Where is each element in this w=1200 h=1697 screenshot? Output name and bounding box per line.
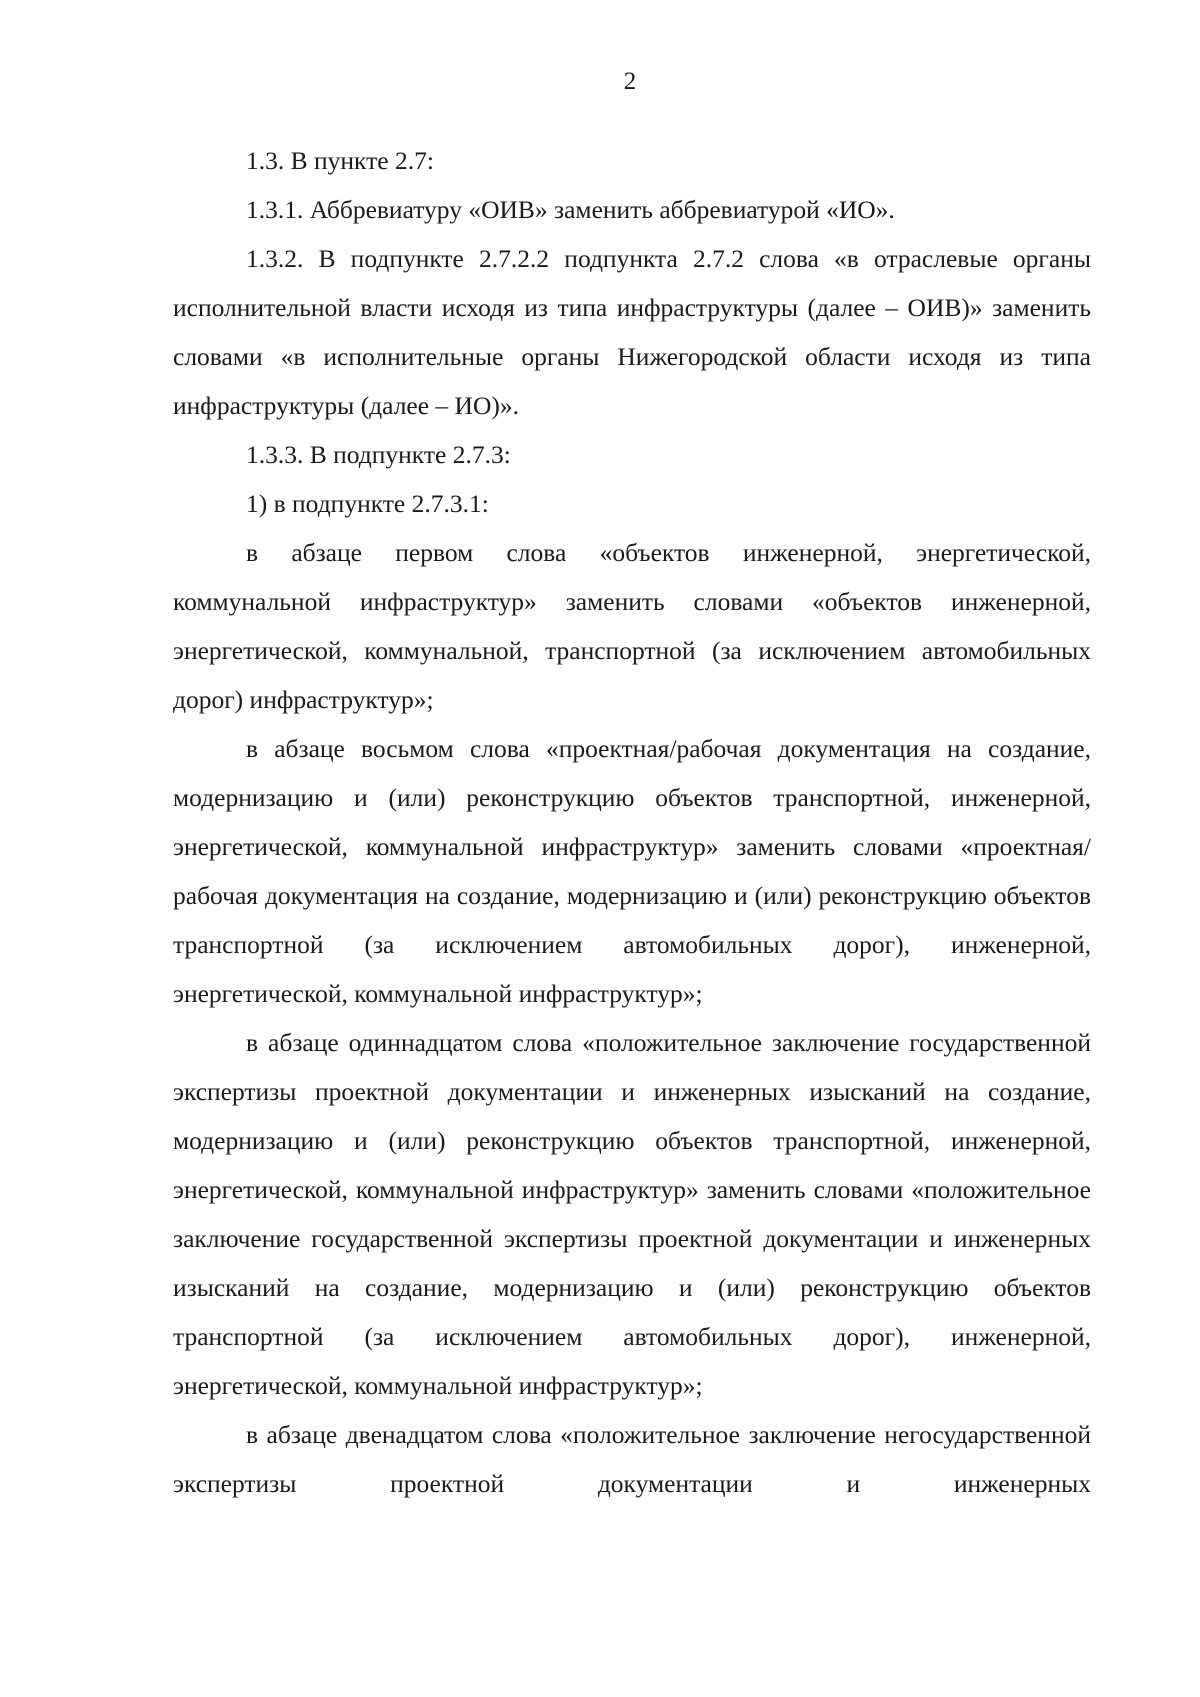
paragraph-1-3-3: 1.3.3. В подпункте 2.7.3: — [246, 440, 511, 469]
paragraph-abzats-eleventh: в абзаце одиннадцатом слова «положительное заключение государственной экспертизы проектной документации и инженерных изысканий на создание, модернизацию и (или) реконструкцию объектов транспортной, инженерной, энергетической, коммунальной инфраструктур» заменить словами «положительное заключение государственной экспертизы проектной документации и инженерных изысканий на создание, модернизацию и (или) реконструкцию объектов транспортной (за исключением автомобильных дорог), инженерной, энергетической, коммунальной инфраструктур»; — [173, 1028, 1091, 1400]
paragraph-1-3: 1.3. В пункте 2.7: — [246, 146, 434, 175]
paragraph-abzats-first: в абзаце первом слова «объектов инженерной, энергетической, коммунальной инфраструктур» заменить словами «объектов инженерной, энергетической, коммунальной, транспортной (за исключением автомобильных дорог) инфраструктур»; — [173, 538, 1091, 714]
page-number: 2 — [623, 68, 637, 95]
paragraph-abzats-twelfth: в абзаце двенадцатом слова «положительное заключение негосударственной экспертизы проектной документации и инженерных — [173, 1420, 1091, 1498]
paragraph-abzats-eighth: в абзаце восьмом слова «проектная/рабочая документация на создание, модернизацию и (или) реконструкцию объектов транспортной, инженерной, энергетической, коммунальной инфраструктур» заменить словами «проектная/рабочая документация на создание, модернизацию и (или) реконструкцию объектов транспортной (за исключением автомобильных дорог), инженерной, энергетической, коммунальной инфраструктур»; — [173, 734, 1091, 1008]
paragraph-1-3-1: 1.3.1. Аббревиатуру «ОИВ» заменить аббревиатурой «ИО». — [246, 195, 895, 224]
document-body — [173, 136, 1091, 1508]
paragraph-subitem-1: 1) в подпункте 2.7.3.1: — [246, 489, 489, 518]
paragraph-1-3-2: 1.3.2. В подпункте 2.7.2.2 подпункта 2.7.2 слова «в отраслевые органы исполнительной власти исходя из типа инфраструктуры (далее – ОИВ)» заменить словами «в исполнительные органы Нижегородской области исходя из типа инфраструктуры (далее – ИО)». — [173, 244, 1091, 420]
